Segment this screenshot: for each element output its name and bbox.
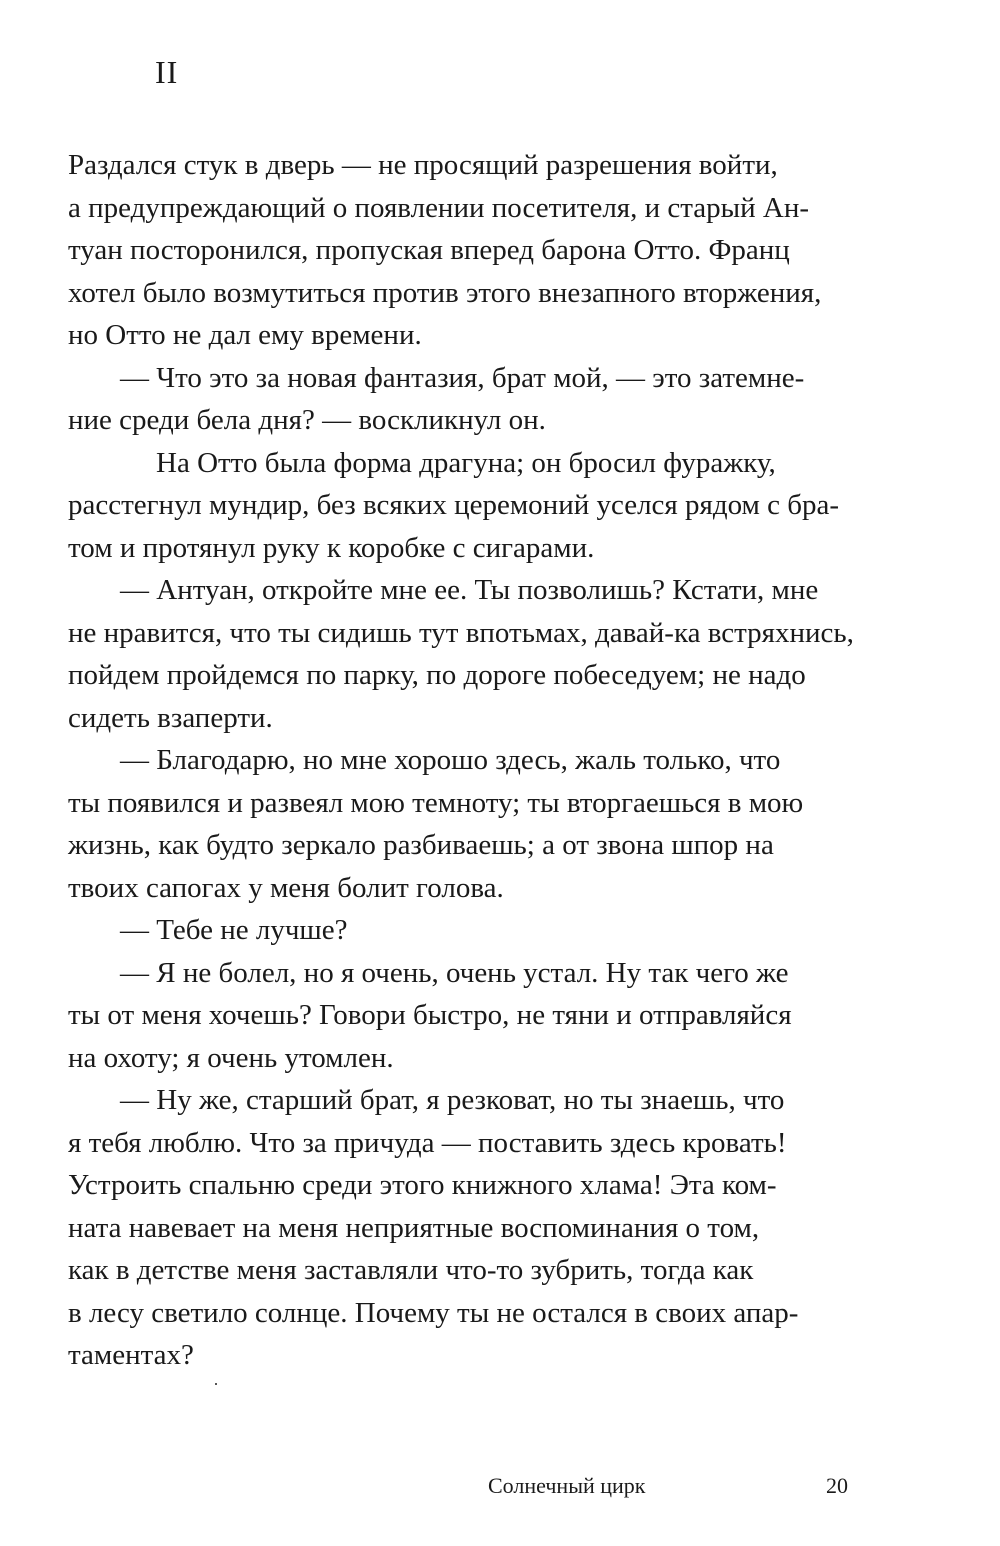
text-line: — Ну же, старший брат, я резковат, но ты знаешь, что — [120, 1084, 785, 1116]
text-line: том и протянул руку к коробке с сигарами. — [68, 531, 595, 564]
text-line: сидеть взаперти. — [68, 701, 273, 734]
text-line: я тебя люблю. Что за причуда — поставить здесь кровать! — [68, 1126, 787, 1159]
text-line: На Отто была форма драгуна; он бросил фуражку, — [156, 446, 776, 479]
text-line: но Отто не дал ему времени. — [68, 319, 422, 351]
chapter-number: II — [155, 54, 179, 90]
text-line: — Что это за новая фантазия, брат мой, — это затемне- — [120, 361, 805, 394]
text-line: Раздался стук в дверь — не просящий разрешения войти, — [68, 149, 778, 181]
text-line: — Тебе не лучше? — [120, 914, 348, 946]
text-line: а предупреждающий о появлении посетителя, и старый Ан- — [68, 191, 810, 224]
text-line: Устроить спальню среди этого книжного хлама! Эта ком- — [68, 1169, 777, 1201]
text-line: — Я не болел, но я очень, очень устал. Ну так чего же — [120, 956, 789, 989]
text-line: не нравится, что ты сидишь тут впотьмах, давай-ка встряхнись, — [68, 616, 854, 649]
text-line: хотел было возмутиться против этого внезапного вторжения, — [68, 276, 822, 309]
text-line: ты от меня хочешь? Говори быстро, не тяни и отправляйся — [68, 999, 792, 1031]
text-line: ты появился и развеял мою темноту; ты вторгаешься в мою — [68, 786, 804, 819]
text-line: пойдем пройдемся по парку, по дороге побеседуем; не надо — [68, 659, 806, 691]
text-line: на охоту; я очень утомлен. — [68, 1041, 394, 1074]
text-line: таментах? — [68, 1339, 194, 1371]
print-speck — [215, 1383, 217, 1385]
text-line: жизнь, как будто зеркало разбиваешь; а от звона шпор на — [68, 829, 774, 861]
text-line: туан посторонился, пропуская вперед барона Отто. Франц — [68, 234, 790, 266]
text-line: — Благодарю, но мне хорошо здесь, жаль только, что — [120, 744, 781, 776]
text-line: расстегнул мундир, без всяких церемоний уселся рядом с бра- — [68, 489, 840, 521]
body-text — [68, 144, 928, 1377]
page-number: 20 — [826, 1473, 848, 1498]
text-line: как в детстве меня заставляли что-то зубрить, тогда как — [68, 1254, 754, 1286]
text-line: твоих сапогах у меня болит голова. — [68, 871, 504, 904]
text-line: ната навевает на меня неприятные воспоминания о том, — [68, 1211, 760, 1244]
text-line: ние среди бела дня? — воскликнул он. — [68, 404, 546, 436]
text-line: — Антуан, откройте мне ее. Ты позволишь? Кстати, мне — [120, 574, 819, 606]
running-footer-title: Солнечный цирк — [488, 1473, 646, 1498]
text-line: в лесу светило солнце. Почему ты не остался в своих апар- — [68, 1296, 799, 1329]
